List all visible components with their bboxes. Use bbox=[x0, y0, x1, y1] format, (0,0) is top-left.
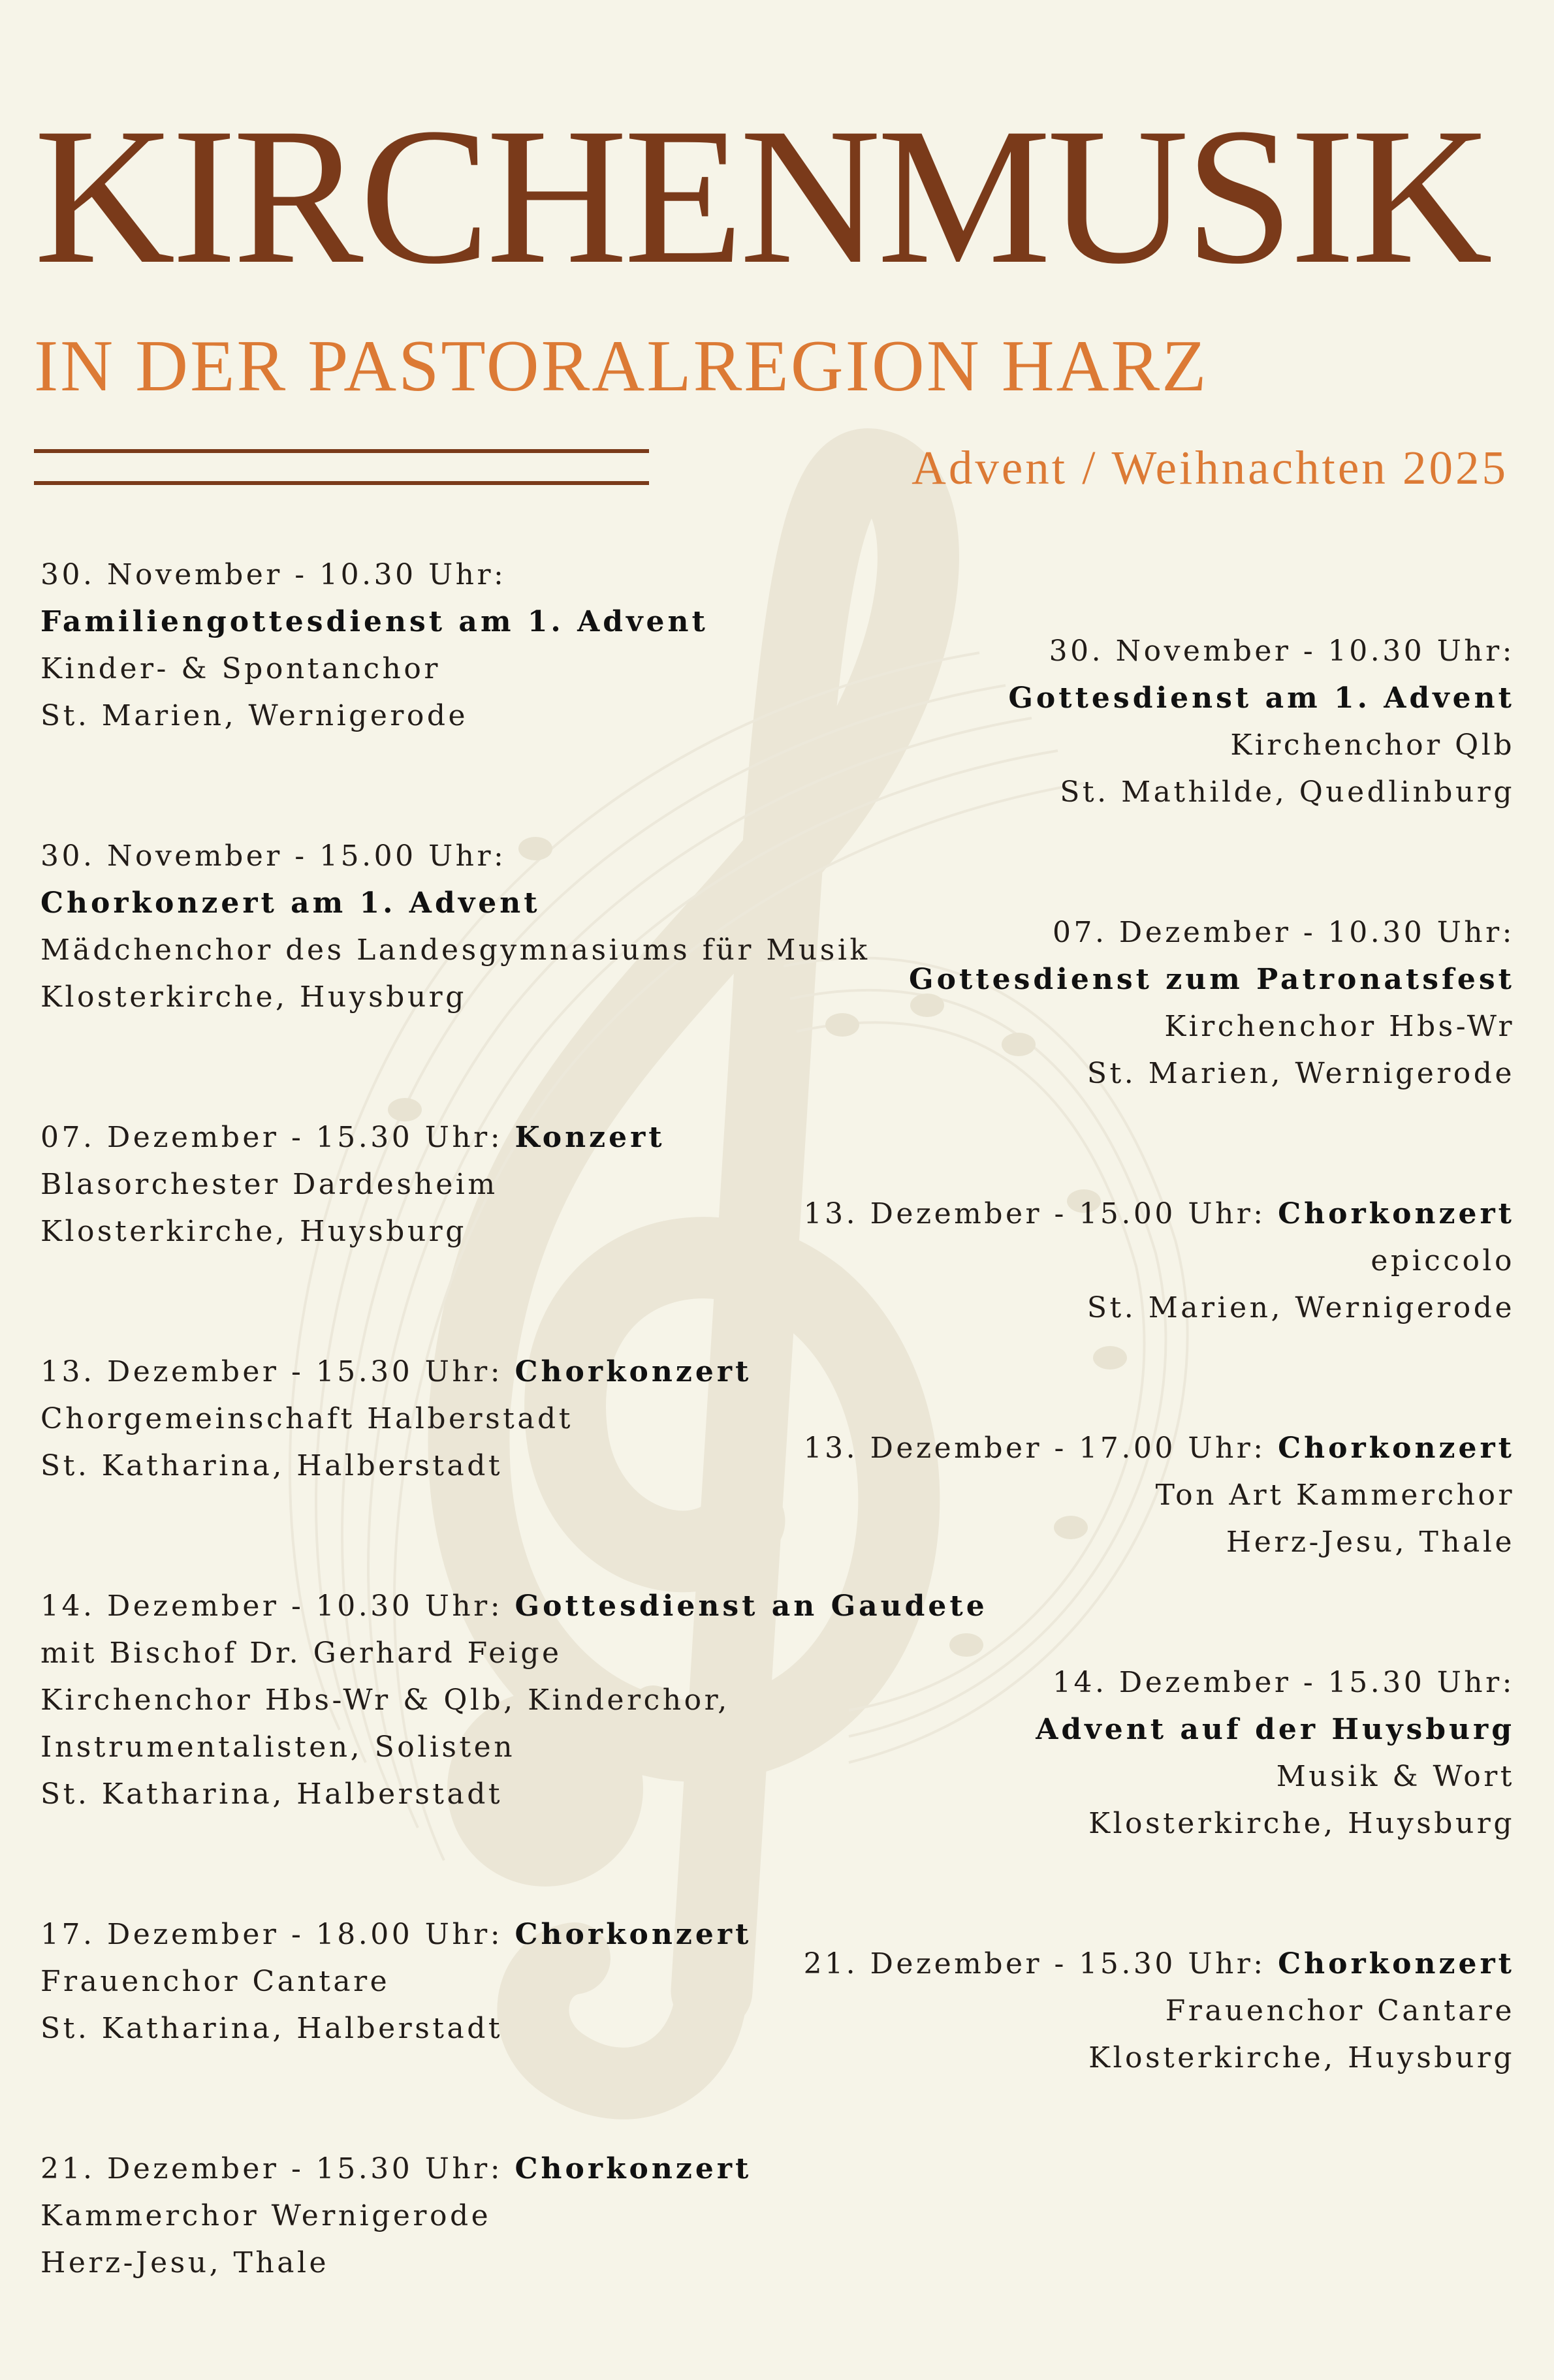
event-detail: Kirchenchor Hbs-Wr & Qlb, Kinderchor, bbox=[40, 1683, 730, 1717]
event-date-line bbox=[804, 628, 1515, 675]
event-date: 07. Dezember - 10.30 Uhr: bbox=[1052, 916, 1515, 949]
event-date-line bbox=[804, 1191, 1515, 1238]
event-entry bbox=[804, 1941, 1515, 2082]
event-detail: Ton Art Kammerchor bbox=[1155, 1479, 1515, 1512]
event-detail: epiccolo bbox=[1371, 1244, 1515, 1277]
event-title: Gottesdienst am 1. Advent bbox=[1008, 681, 1515, 715]
event-date: 21. Dezember - 15.30 Uhr: bbox=[803, 1947, 1266, 1981]
divider-line-bottom bbox=[34, 481, 649, 485]
event-title: Advent auf der Huysburg bbox=[1036, 1713, 1515, 1746]
event-date: 14. Dezember - 10.30 Uhr: bbox=[40, 1589, 503, 1623]
event-date: 13. Dezember - 17.00 Uhr: bbox=[803, 1432, 1266, 1465]
event-date-line bbox=[40, 552, 988, 599]
event-location: Klosterkirche, Huysburg bbox=[40, 980, 467, 1014]
event-entry bbox=[804, 1191, 1515, 1332]
event-entry bbox=[804, 909, 1515, 1097]
event-detail: mit Bischof Dr. Gerhard Feige bbox=[40, 1636, 562, 1670]
event-location: St. Marien, Wernigerode bbox=[1086, 1057, 1515, 1090]
event-detail: Kirchenchor Hbs-Wr bbox=[1164, 1010, 1515, 1043]
event-date-line bbox=[804, 1425, 1515, 1472]
event-detail: Kammerchor Wernigerode bbox=[40, 2199, 492, 2232]
divider-line-top bbox=[34, 449, 649, 453]
event-location: Klosterkirche, Huysburg bbox=[1088, 1807, 1515, 1840]
event-location: Herz-Jesu, Thale bbox=[40, 2246, 330, 2279]
event-detail: Kinder- & Spontanchor bbox=[40, 652, 441, 685]
event-detail: Kirchenchor Qlb bbox=[1230, 728, 1515, 762]
event-title: Chorkonzert bbox=[1278, 1197, 1515, 1230]
event-entry bbox=[804, 628, 1515, 816]
event-title: Konzert bbox=[515, 1121, 665, 1154]
event-date: 13. Dezember - 15.30 Uhr: bbox=[40, 1355, 503, 1388]
event-title: Gottesdienst an Gaudete bbox=[515, 1589, 988, 1623]
season-label: Advent / Weihnachten 2025 bbox=[912, 441, 1508, 494]
event-date-line bbox=[804, 909, 1515, 956]
event-entry bbox=[804, 1425, 1515, 1566]
event-location: St. Marien, Wernigerode bbox=[40, 699, 469, 732]
event-location: Herz-Jesu, Thale bbox=[1226, 1526, 1515, 1559]
event-detail: Instrumentalisten, Solisten bbox=[40, 1730, 516, 1764]
page-subtitle: IN DER PASTORALREGION HARZ bbox=[34, 326, 1209, 407]
event-date: 14. Dezember - 15.30 Uhr: bbox=[1052, 1666, 1515, 1699]
event-location: St. Katharina, Halberstadt bbox=[40, 2012, 503, 2045]
event-title: Chorkonzert bbox=[1278, 1432, 1515, 1465]
event-date: 13. Dezember - 15.00 Uhr: bbox=[803, 1197, 1266, 1230]
event-date: 17. Dezember - 18.00 Uhr: bbox=[40, 1918, 503, 1951]
event-title: Chorkonzert bbox=[515, 1918, 752, 1951]
event-detail: Mädchenchor des Landesgymnasiums für Musik bbox=[40, 933, 870, 967]
event-date: 30. November - 10.30 Uhr: bbox=[1049, 634, 1515, 668]
event-entry bbox=[804, 1659, 1515, 1847]
event-date: 30. November - 10.30 Uhr: bbox=[40, 558, 507, 591]
event-date: 30. November - 15.00 Uhr: bbox=[40, 839, 507, 873]
event-location: St. Marien, Wernigerode bbox=[1086, 1291, 1515, 1324]
event-title: Familiengottesdienst am 1. Advent bbox=[40, 605, 708, 638]
event-location: Klosterkirche, Huysburg bbox=[40, 1215, 467, 1248]
event-detail: Frauenchor Cantare bbox=[40, 1965, 390, 1998]
event-detail: Chorgemeinschaft Halberstadt bbox=[40, 1402, 573, 1435]
page-title: KIRCHENMUSIK bbox=[34, 87, 1489, 304]
event-location: St. Katharina, Halberstadt bbox=[40, 1777, 503, 1811]
event-location: Klosterkirche, Huysburg bbox=[1088, 2041, 1515, 2075]
event-date-line bbox=[804, 1941, 1515, 1988]
event-detail: Blasorchester Dardesheim bbox=[40, 1168, 498, 1201]
event-location: St. Katharina, Halberstadt bbox=[40, 1449, 503, 1482]
event-title: Chorkonzert am 1. Advent bbox=[40, 886, 541, 920]
event-date-line bbox=[804, 1659, 1515, 1706]
event-date: 07. Dezember - 15.30 Uhr: bbox=[40, 1121, 503, 1154]
event-date: 21. Dezember - 15.30 Uhr: bbox=[40, 2152, 503, 2185]
event-location: St. Mathilde, Quedlinburg bbox=[1060, 775, 1515, 809]
event-title: Gottesdienst zum Patronatsfest bbox=[909, 963, 1515, 996]
event-title: Chorkonzert bbox=[515, 1355, 752, 1388]
event-detail: Frauenchor Cantare bbox=[1165, 1994, 1515, 2028]
event-detail: Musik & Wort bbox=[1276, 1760, 1515, 1793]
right-event-column bbox=[804, 628, 1515, 2175]
event-title: Chorkonzert bbox=[1278, 1947, 1515, 1981]
event-title: Chorkonzert bbox=[515, 2152, 752, 2185]
